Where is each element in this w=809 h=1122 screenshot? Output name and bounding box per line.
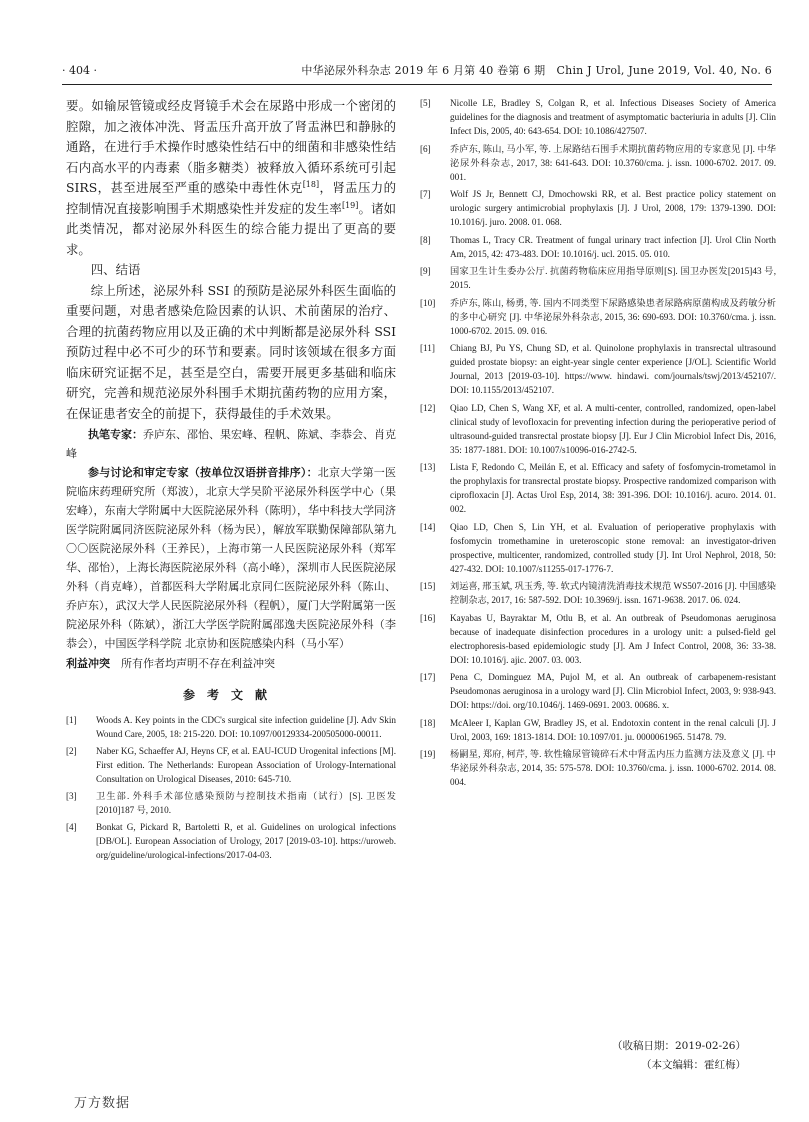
reference-text: 乔庐东, 陈山, 杨勇, 等. 国内不同类型下尿路感染患者尿路病原菌构成及药敏分析的多中心研究 [J]. 中华泌尿外科杂志, 2015, 36: 690-693. DOI: 10.3760/cma. j. issn. 1000-6702. 2015. 09. 016. xyxy=(450,297,776,336)
editor-note: （本文编辑：霍红梅） xyxy=(641,1059,746,1071)
reference-text: McAleer I, Kaplan GW, Bradley JS, et al. Endotoxin content in the renal calculi [J]. J Urol, 2003, 169: 1813-1814. DOI: 10.1097/01. ju. 0000061965. 51478. 79. xyxy=(450,717,776,742)
reference-text: Thomas L, Tracy CR. Treatment of fungal urinary tract infection [J]. Urol Clin North Am, 2015, 42: 473-483. DOI: 10.1016/j. ucl. 2015. 05. 010. xyxy=(450,234,776,259)
reference-number: [10] xyxy=(420,297,436,308)
conflict-of-interest: 利益冲突 所有作者均声明不存在利益冲突 xyxy=(66,657,275,670)
body-paragraph-1: 要。如输尿管镜或经皮肾镜手术会在尿路中形成一个密闭的腔隙，加之液体冲洗、肾盂压升高开放了肾盂淋巴和静脉的通路，在进行手术操作时感染性结石中的细菌和非感染性结石内高水平的内毒素（脂多糖类）被释放入循环系统可引起 SIRS，甚至进展至严重的感染中毒性休克[18]，肾盂压力的控制情况直接影响围手术期感染性并发症的发生率[19]。诸如此类情况，都对泌尿外科医生的综合能力提出了更高的要求。 xyxy=(66,98,397,257)
reference-text: Pena C, Dominguez MA, Pujol M, et al. An outbreak of carbapenem-resistant Pseudomonas aeruginosa in a urology ward [J]. Clin Microbiol Infect, 2003, 9: 938-943. DOI: https://doi. org/10.1046/j. 1469-0691. 2003. 00686. x. xyxy=(450,672,776,710)
reference-text: Qiao LD, Chen S, Wang XF, et al. A multi-center, controlled, randomized, open-label clinical study of levofloxacin for preventing infection during the perioperative period of ultrasound-guided transrectal prostate biopsy [J]. Eur J Clin Microbiol Infect Dis, 2016, 35: 1877-1881. DOI: 10.1007/s10096-016-2742-5. xyxy=(450,402,776,455)
references-title: 参考文献 xyxy=(182,688,279,702)
reference-item xyxy=(420,716,776,744)
reference-number: [2] xyxy=(66,746,77,756)
reference-text: Wolf JS Jr, Bennett CJ, Dmochowski RR, et al. Best practice policy statement on urologic surgery antimicrobial prophylaxis [J]. J Urol, 2008, 179: 1379-1390. DOI: 10.1016/j. juro. 2008. 01. 068. xyxy=(450,189,776,227)
reference-text: Bonkat G, Pickard R, Bartoletti R, et al. Guidelines on urological infections [DB/OL]. European Association of Urology, 2017 [2019-03-10]. https://uroweb. org/guideline/urological-infections/2017-04-03. xyxy=(96,822,396,860)
citation-18: [18] xyxy=(302,179,320,189)
reference-item xyxy=(420,296,776,338)
reference-item xyxy=(66,820,396,862)
writers-credit: 执笔专家：乔庐东、邵怡、果宏峰、程帆、陈斌、李恭会、肖克峰 xyxy=(66,428,396,460)
section-title: 四、结语 xyxy=(90,262,141,277)
reference-item xyxy=(420,142,776,184)
reference-item xyxy=(420,670,776,712)
article-footer xyxy=(420,1037,776,1075)
page-number: · 404 · xyxy=(62,64,97,77)
received-date: （收稿日期：2019-02-26） xyxy=(611,1040,746,1052)
header-rule xyxy=(62,84,772,85)
reference-item xyxy=(420,747,776,789)
reference-item xyxy=(420,611,776,667)
reference-number: [13] xyxy=(420,462,436,472)
reference-number: [19] xyxy=(420,749,436,759)
reference-item xyxy=(66,713,396,741)
reference-number: [4] xyxy=(66,822,77,832)
reference-item xyxy=(420,187,776,229)
reference-number: [3] xyxy=(66,791,77,801)
reference-text: 乔庐东, 陈山, 马小军, 等. 上尿路结石围手术期抗菌药物应用的专家意见 [J]. 中华泌尿外科杂志, 2017, 38: 641-643. DOI: 10.3760/cma. j. issn. 1000-6702. 2017. 09. 001. xyxy=(450,143,776,182)
reference-number: [5] xyxy=(420,98,431,108)
reviewers-credit: 参与讨论和审定专家（按单位汉语拼音排序）：北京大学第一医院临床药理研究所（郑波），北京大学吴阶平泌尿外科医学中心（果宏峰），东南大学附属中大医院泌尿外科（陈明），华中科技大学同济医学院附属同济医院泌尿外科（杨为民），解放军联勤保障部队第九〇〇医院泌尿外科（王养民），上海市第一人民医院泌尿外科（郑军华、邵怡），上海长海医院泌尿外科（高小峰），深圳市人民医院泌尿外科（肖克峰），首都医科大学附属北京同仁医院泌尿外科（陈山、乔庐东），武汉大学人民医院泌尿外科（程帆），厦门大学附属第一医院泌尿外科（陈斌），浙江大学医学院附属邵逸夫医院泌尿外科（李恭会），中国医学科学院 北京协和医院感染内科（马小军） xyxy=(66,466,397,650)
reference-number: [17] xyxy=(420,672,436,682)
reference-text: Naber KG, Schaeffer AJ, Heyns CF, et al. EAU-ICUD Urogenital infections [M]. First edition. The Netherlands: European Association of Urology-International Consultation on Urological Diseases, 2010: 645-710. xyxy=(96,746,396,784)
reference-number: [16] xyxy=(420,612,436,623)
reference-text: 刘运喜, 邢玉斌, 巩玉秀, 等. 软式内镜清洗消毒技术规范 WS507-2016 [J]. 中国感染控制杂志, 2017, 16: 587-592. DOI: 10.3969/j. issn. 1671-9638. 2017. 06. 024. xyxy=(450,581,776,605)
reference-text: Lista F, Redondo C, Meilán E, et al. Efficacy and safety of fosfomycin-trometamol in the prophylaxis for transrectal prostate biopsy. Prospective randomized comparison with ciprofloxacin [J]. Actas Urol Esp, 2014, 38: 391-396. DOI: 10.1016/j. acuro. 2014. 01. 002. xyxy=(450,462,776,514)
reference-text: 卫生部. 外科手术部位感染预防与控制技术指南（试行）[S]. 卫医发[2010]187 号, 2010. xyxy=(96,791,396,815)
reference-item xyxy=(420,341,776,397)
left-column xyxy=(66,96,396,865)
reference-number: [7] xyxy=(420,189,431,199)
reference-number: [15] xyxy=(420,581,436,591)
reference-number: [9] xyxy=(420,266,431,276)
reference-item xyxy=(420,264,776,292)
reference-text: 国家卫生计生委办公厅. 抗菌药物临床应用指导原则[S]. 国卫办医发[2015]43 号, 2015. xyxy=(450,266,776,290)
reference-text: Qiao LD, Chen S, Lin YH, et al. Evaluation of perioperative prophylaxis with fosfomycin tromethamine in ureteroscopic stone removal: an investigator-driven prospective, multicenter, randomized, controlled study [J]. Int Urol Nephrol, 2018, 50: 427-432. DOI: 10.1007/s11255-017-1776-7. xyxy=(450,521,776,574)
reference-number: [12] xyxy=(420,402,436,413)
wanfang-watermark: 万方数据 xyxy=(74,1096,131,1111)
reference-item xyxy=(420,579,776,607)
reference-number: [8] xyxy=(420,234,431,245)
reference-item xyxy=(420,460,776,516)
right-column xyxy=(420,96,776,793)
reference-text: Woods A. Key points in the CDC's surgical site infection guideline [J]. Adv Skin Wound Care, 2005, 18: 215-220. DOI: 10.1097/00129334-200505000-00011. xyxy=(96,715,396,739)
citation-19: [19] xyxy=(341,200,359,210)
reference-text: Kayabas U, Bayraktar M, Otlu B, et al. An outbreak of Pseudomonas aeruginosa because of inadequate disinfection procedures in a urology unit: a pulsed-field gel electrophoresis-based epidemiologic study [J]. Am J Infect Control, 2008, 36: 33-38. DOI: 10.1016/j. ajic. 2007. 03. 003. xyxy=(450,612,776,665)
journal-info: 中华泌尿外科杂志 2019 年 6 月第 40 卷第 6 期 Chin J Urol, June 2019, Vol. 40, No. 6 xyxy=(301,64,772,77)
reference-number: [6] xyxy=(420,143,431,154)
body-paragraph-2: 综上所述，泌尿外科 SSI 的预防是泌尿外科医生面临的重要问题，对患者感染危险因素的认识、术前菌尿的治疗、合理的抗菌药物应用以及正确的术中判断都是泌尿外科 SSI 预防过程中必不可少的环节和要素。同时该领域在很多方面临床研究证据不足，甚至是空白，需要开展更多基础和临床研究，完善和规范泌尿外科围手术期抗菌药物的应用方案，在保证患者安全的前提下，获得最佳的手术效果。 xyxy=(66,282,396,421)
reference-number: [18] xyxy=(420,717,436,728)
references-list-left xyxy=(66,713,396,862)
reference-number: [14] xyxy=(420,521,436,532)
reference-text: Chiang BJ, Pu YS, Chung SD, et al. Quinolone prophylaxis in transrectal ultrasound guided prostate biopsy: an eight-year single center experience [J/OL]. Scientific World Journal, 2013 [2019-03-10]. https://www. hindawi. com/journals/tswj/2013/452107/. DOI: 10.1155/2013/452107. xyxy=(450,343,776,395)
reference-number: [1] xyxy=(66,715,77,725)
reference-item xyxy=(420,96,776,138)
references-list-right xyxy=(420,96,776,789)
reference-item xyxy=(420,233,776,261)
reference-item xyxy=(66,789,396,817)
reference-item xyxy=(66,744,396,786)
reference-number: [11] xyxy=(420,343,435,353)
reference-item xyxy=(420,401,776,457)
reference-text: 杨嗣星, 郑府, 柯芹, 等. 软性输尿管镜碎石术中肾盂内压力监测方法及意义 [J]. 中华泌尿外科杂志, 2014, 35: 575-578. DOI: 10.3760/cma. j. issn. 1000-6702. 2014. 08. 004. xyxy=(450,749,776,787)
reference-item xyxy=(420,520,776,576)
reference-text: Nicolle LE, Bradley S, Colgan R, et al. Infectious Diseases Society of America guidelines for the diagnosis and treatment of asymptomatic bacteriuria in adults [J]. Clin Infect Dis, 2005, 40: 643-654. DOI: 10.1086/427507. xyxy=(450,98,776,136)
